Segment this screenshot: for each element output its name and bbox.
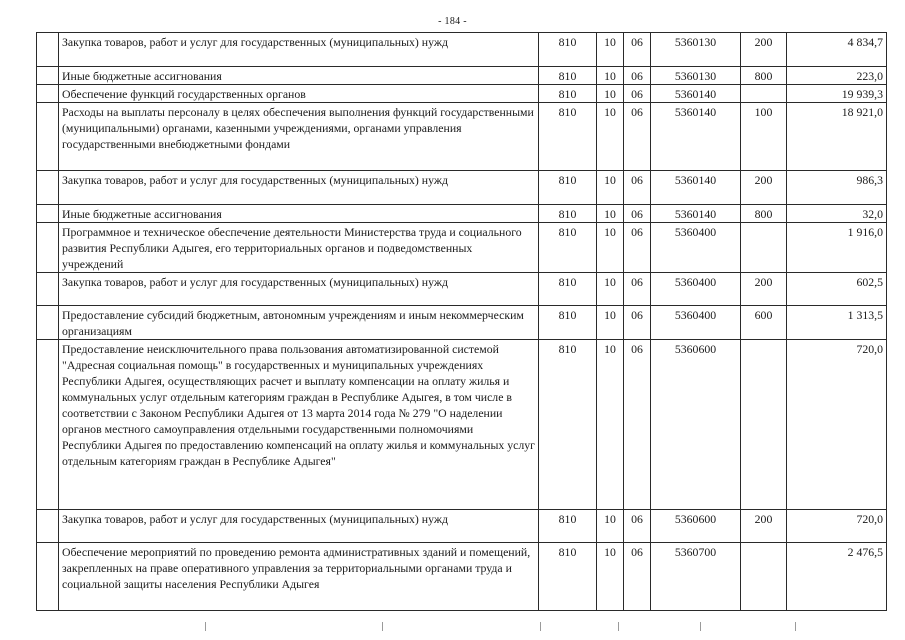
row-marker-cell bbox=[37, 340, 59, 510]
scan-tick bbox=[205, 622, 206, 631]
scan-tick bbox=[795, 622, 796, 631]
cell-amount: 1 313,5 bbox=[787, 306, 887, 340]
cell-target: 5360140 bbox=[651, 103, 741, 171]
cell-target: 5360600 bbox=[651, 340, 741, 510]
cell-desc: Обеспечение мероприятий по проведению ремонта административных зданий и помещений, закрепленных на праве оперативного управления за территориальными органами труда и социальной защиты населения Республики Адыгея bbox=[59, 543, 539, 611]
cell-target: 5360130 bbox=[651, 33, 741, 67]
cell-target: 5360400 bbox=[651, 223, 741, 273]
cell-amount: 720,0 bbox=[787, 510, 887, 543]
cell-subsection: 06 bbox=[624, 67, 651, 85]
cell-desc: Программное и техническое обеспечение деятельности Министерства труда и социального развития Республики Адыгея, его территориальных органов и подведомственных учреждений bbox=[59, 223, 539, 273]
cell-code: 810 bbox=[539, 103, 597, 171]
cell-subsection: 06 bbox=[624, 33, 651, 67]
cell-type: 600 bbox=[741, 306, 787, 340]
cell-subsection: 06 bbox=[624, 223, 651, 273]
cell-type bbox=[741, 543, 787, 611]
cell-type bbox=[741, 223, 787, 273]
cell-amount: 4 834,7 bbox=[787, 33, 887, 67]
table-row bbox=[37, 543, 887, 611]
cell-target: 5360130 bbox=[651, 67, 741, 85]
cell-type: 200 bbox=[741, 33, 787, 67]
cell-section: 10 bbox=[597, 205, 624, 223]
cell-desc: Иные бюджетные ассигнования bbox=[59, 67, 539, 85]
table-row bbox=[37, 223, 887, 273]
cell-subsection: 06 bbox=[624, 171, 651, 205]
cell-desc: Предоставление субсидий бюджетным, автономным учреждениям и иным некоммерческим организациям bbox=[59, 306, 539, 340]
cell-subsection: 06 bbox=[624, 273, 651, 306]
cell-code: 810 bbox=[539, 85, 597, 103]
row-marker-cell bbox=[37, 510, 59, 543]
cell-section: 10 bbox=[597, 306, 624, 340]
row-marker-cell bbox=[37, 543, 59, 611]
cell-type: 100 bbox=[741, 103, 787, 171]
cell-target: 5360140 bbox=[651, 205, 741, 223]
cell-type bbox=[741, 85, 787, 103]
cell-type: 800 bbox=[741, 205, 787, 223]
row-marker-cell bbox=[37, 85, 59, 103]
row-marker-cell bbox=[37, 33, 59, 67]
cell-section: 10 bbox=[597, 67, 624, 85]
cell-subsection: 06 bbox=[624, 543, 651, 611]
cell-target: 5360140 bbox=[651, 171, 741, 205]
cell-target: 5360600 bbox=[651, 510, 741, 543]
budget-table bbox=[36, 32, 887, 611]
table-row bbox=[37, 85, 887, 103]
cell-desc: Иные бюджетные ассигнования bbox=[59, 205, 539, 223]
cell-subsection: 06 bbox=[624, 306, 651, 340]
cell-section: 10 bbox=[597, 273, 624, 306]
cell-desc: Закупка товаров, работ и услуг для государственных (муниципальных) нужд bbox=[59, 273, 539, 306]
row-marker-cell bbox=[37, 103, 59, 171]
cell-amount: 19 939,3 bbox=[787, 85, 887, 103]
cell-target: 5360400 bbox=[651, 273, 741, 306]
cell-type: 200 bbox=[741, 510, 787, 543]
cell-type: 200 bbox=[741, 273, 787, 306]
table-row bbox=[37, 510, 887, 543]
cell-amount: 18 921,0 bbox=[787, 103, 887, 171]
cell-amount: 32,0 bbox=[787, 205, 887, 223]
cell-code: 810 bbox=[539, 273, 597, 306]
cell-target: 5360400 bbox=[651, 306, 741, 340]
cell-amount: 1 916,0 bbox=[787, 223, 887, 273]
cell-desc: Закупка товаров, работ и услуг для государственных (муниципальных) нужд bbox=[59, 510, 539, 543]
table-row bbox=[37, 33, 887, 67]
row-marker-cell bbox=[37, 306, 59, 340]
table-row bbox=[37, 171, 887, 205]
cell-desc: Закупка товаров, работ и услуг для государственных (муниципальных) нужд bbox=[59, 171, 539, 205]
cell-type: 200 bbox=[741, 171, 787, 205]
cell-code: 810 bbox=[539, 205, 597, 223]
cell-code: 810 bbox=[539, 510, 597, 543]
table-row bbox=[37, 340, 887, 510]
cell-section: 10 bbox=[597, 543, 624, 611]
scan-tick bbox=[540, 622, 541, 631]
cell-section: 10 bbox=[597, 223, 624, 273]
scan-tick bbox=[618, 622, 619, 631]
cell-section: 10 bbox=[597, 33, 624, 67]
cell-code: 810 bbox=[539, 340, 597, 510]
table-row bbox=[37, 273, 887, 306]
cell-code: 810 bbox=[539, 306, 597, 340]
cell-desc: Предоставление неисключительного права пользования автоматизированной системой "Адресная социальная помощь" в государственных и муниципальных учреждениях Республики Адыгея, осуществляющих расчет и выплату компенсации на оплату жилья и коммунальных услуг отдельным категориям граждан в Республике Адыгея, в том числе в соответствии с Законом Республики Адыгея от 13 марта 2014 года № 279 "О наделении органов местного самоуправления отдельными государственными полномочиями Республики Адыгея по предоставлению компенсаций на оплату жилья и коммунальных услуг отдельным категориям граждан в Республике Адыгея" bbox=[59, 340, 539, 510]
row-marker-cell bbox=[37, 223, 59, 273]
cell-amount: 602,5 bbox=[787, 273, 887, 306]
cell-section: 10 bbox=[597, 103, 624, 171]
cell-target: 5360700 bbox=[651, 543, 741, 611]
cell-code: 810 bbox=[539, 171, 597, 205]
cell-desc: Расходы на выплаты персоналу в целях обеспечения выполнения функций государственными (муниципальными) органами, казенными учреждениями, органами управления государственными внебюджетными фондами bbox=[59, 103, 539, 171]
table-row bbox=[37, 103, 887, 171]
row-marker-cell bbox=[37, 67, 59, 85]
cell-section: 10 bbox=[597, 340, 624, 510]
cell-type: 800 bbox=[741, 67, 787, 85]
row-marker-cell bbox=[37, 273, 59, 306]
row-marker-cell bbox=[37, 205, 59, 223]
cell-subsection: 06 bbox=[624, 340, 651, 510]
cell-amount: 223,0 bbox=[787, 67, 887, 85]
cell-code: 810 bbox=[539, 67, 597, 85]
row-marker-cell bbox=[37, 171, 59, 205]
cell-desc: Закупка товаров, работ и услуг для государственных (муниципальных) нужд bbox=[59, 33, 539, 67]
cell-subsection: 06 bbox=[624, 510, 651, 543]
table-row bbox=[37, 306, 887, 340]
cell-subsection: 06 bbox=[624, 85, 651, 103]
cell-code: 810 bbox=[539, 223, 597, 273]
cell-code: 810 bbox=[539, 543, 597, 611]
cell-subsection: 06 bbox=[624, 205, 651, 223]
cell-amount: 986,3 bbox=[787, 171, 887, 205]
scan-tick bbox=[382, 622, 383, 631]
table-row bbox=[37, 67, 887, 85]
cell-code: 810 bbox=[539, 33, 597, 67]
cell-subsection: 06 bbox=[624, 103, 651, 171]
scan-tick bbox=[700, 622, 701, 631]
cell-section: 10 bbox=[597, 510, 624, 543]
cell-desc: Обеспечение функций государственных органов bbox=[59, 85, 539, 103]
cell-type bbox=[741, 340, 787, 510]
cell-amount: 720,0 bbox=[787, 340, 887, 510]
cell-amount: 2 476,5 bbox=[787, 543, 887, 611]
page-number: - 184 - bbox=[438, 16, 467, 27]
cell-section: 10 bbox=[597, 171, 624, 205]
cell-section: 10 bbox=[597, 85, 624, 103]
cell-target: 5360140 bbox=[651, 85, 741, 103]
table-row bbox=[37, 205, 887, 223]
